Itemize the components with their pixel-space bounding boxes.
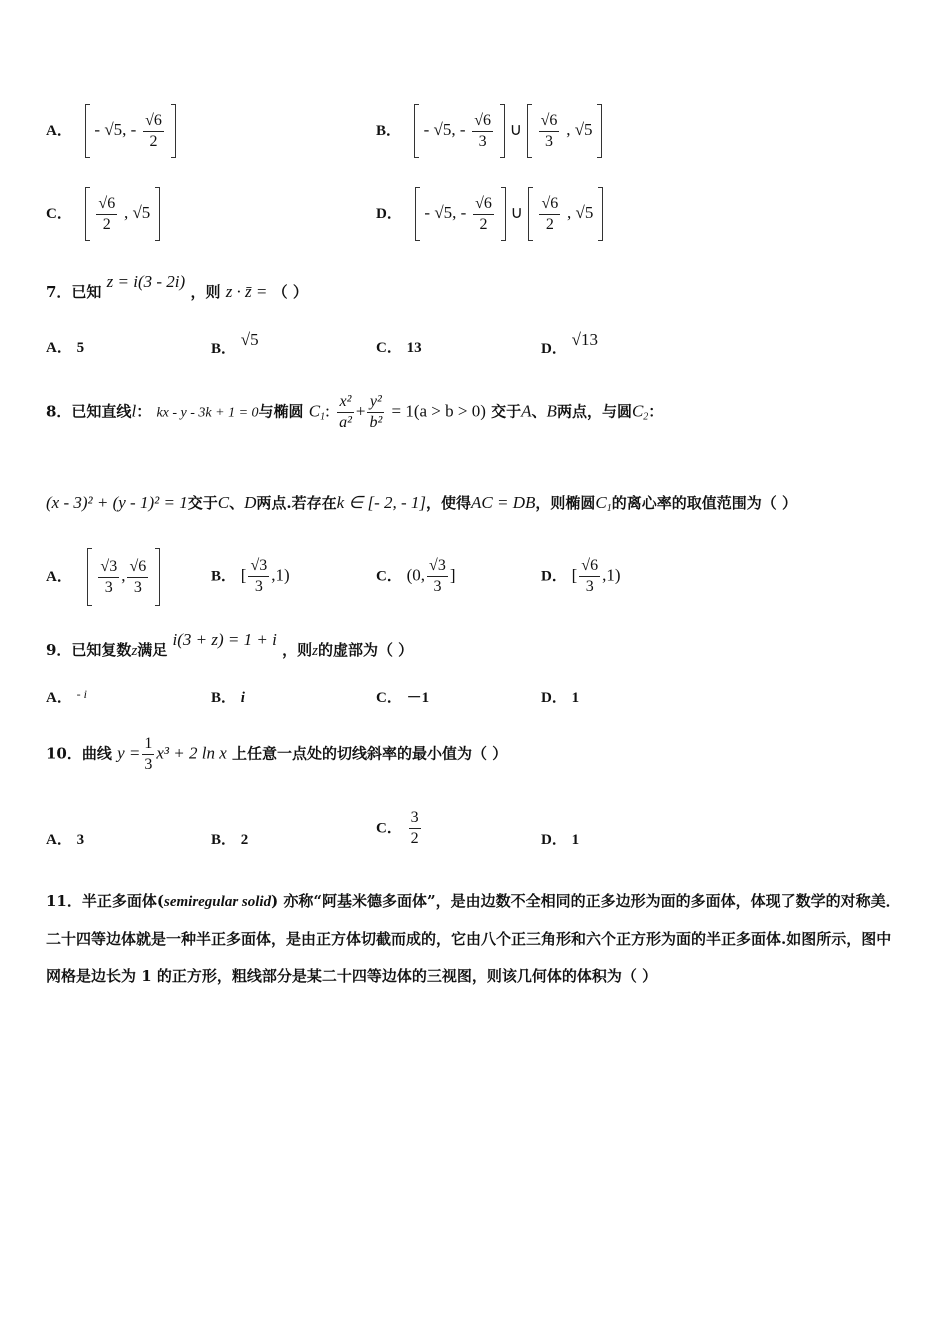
union-symbol: ∪ <box>510 203 523 222</box>
q7-option-b[interactable]: B． √5 <box>211 330 259 357</box>
union-symbol: ∪ <box>509 120 523 139</box>
q8-option-c[interactable]: C． (0, $\frac{√3}{3}$ ] <box>376 557 456 595</box>
equation: z · z̄ = <box>225 282 268 301</box>
fraction: $\frac{√6}{3}$ <box>474 111 492 150</box>
fraction: $\frac{3}{2}$ <box>410 809 419 847</box>
fraction: $\frac{√6}{3}$ <box>581 557 599 595</box>
q6-option-c[interactable]: C． $\frac{√6}{2}$ , √5 <box>46 187 160 241</box>
q8-option-a[interactable]: A． $\frac{√3}{3}$ , $\frac{√6}{3}$ <box>46 548 160 606</box>
q6-option-a[interactable]: A． - √5, - $\frac{√6}{2}$ <box>46 104 176 158</box>
q6-option-b[interactable]: B． - √5, - $\frac{√6}{3}$ ∪ $\frac{√6}{3}$ , √5 <box>376 104 602 158</box>
q7-option-a[interactable]: A． 5 <box>46 340 85 356</box>
fraction: $\frac{√6}{3}$ <box>129 557 147 596</box>
fraction: $\frac{√3}{3}$ <box>250 557 268 595</box>
q10-stem: 10．曲线 y = $\frac{1}{3}$ x³ + 2 ln x 上任意一点处的切线斜率的最小值为（ ） <box>46 735 508 773</box>
q8-stem-line-2: (x - 3)² + (y - 1)² = 1交于C、D两点.若存在k ∈ [- 2, - 1]，使得AC = DB，则椭圆$C_1$的离心率的取值范围为（ ） <box>46 493 797 514</box>
fraction: $\frac{1}{3}$ <box>144 735 153 773</box>
fraction: $\frac{√6}{2}$ <box>541 194 559 233</box>
q9-option-b[interactable]: B． i <box>211 690 245 706</box>
q7-option-c[interactable]: C． 13 <box>376 340 422 356</box>
q9-option-d[interactable]: D． 1 <box>541 690 580 706</box>
q7-option-d[interactable]: D． √13 <box>541 330 598 357</box>
equation: z = i(3 - 2i) <box>106 272 186 291</box>
fraction: $\frac{√6}{2}$ <box>98 194 116 233</box>
fraction: $\frac{√3}{3}$ <box>100 557 118 596</box>
option-label: D． <box>376 206 402 222</box>
line-equation: kx - y - 3k + 1 = 0 <box>156 405 259 421</box>
equation: i(3 + z) = 1 + i <box>172 630 277 649</box>
fraction: $\frac{√6}{2}$ <box>475 194 492 233</box>
q6-option-d[interactable]: D． - √5, - $\frac{√6}{2}$ ∪ $\frac{√6}{2}$ , √5 <box>376 187 603 241</box>
option-label: B． <box>376 123 402 139</box>
fraction: $\frac{\text{x²}}{\text{a²}}$ <box>339 393 352 431</box>
q8-option-b[interactable]: B． [ $\frac{√3}{3}$ ,1) <box>211 557 290 595</box>
fraction: $\frac{√6}{3}$ <box>540 111 558 150</box>
fraction: $\frac{√3}{3}$ <box>429 557 446 595</box>
q10-option-c[interactable]: C． $\frac{3}{2}$ <box>376 809 419 847</box>
option-label: A． <box>46 123 72 139</box>
q9-stem: 9．已知复数z满足 i(3 + z) = 1 + i ，则z的虚部为（ ） <box>46 630 414 659</box>
q10-option-b[interactable]: B． 2 <box>211 832 249 848</box>
q10-option-d[interactable]: D． 1 <box>541 832 580 848</box>
q9-option-c[interactable]: C． －1 <box>376 690 430 706</box>
fraction: $\frac{√6}{2}$ <box>145 111 162 150</box>
q8-option-d[interactable]: D． [ $\frac{√6}{3}$ ,1) <box>541 557 621 595</box>
q9-option-a[interactable]: A． $^{- i}$ <box>46 687 87 706</box>
q7-stem: 7．已知 z = i(3 - 2i) ，则 z · z̄ = （ ） <box>46 272 308 301</box>
circle-equation: (x - 3)² + (y - 1)² = 1 <box>46 493 188 512</box>
q8-stem-line-1: 8．已知直线l： kx - y - 3k + 1 = 0与椭圆 $C_1$: $\frac{\text{x²}}{\text{a²}}$ + $\frac{\text{y²}}{\text{b²}}$ = 1(a > b > 0) 交于A、B两点，与圆$C_2$： <box>46 393 664 431</box>
fraction: $\frac{\text{y²}}{\text{b²}}$ <box>369 393 383 431</box>
option-label: C． <box>46 206 72 222</box>
q11-stem: 11．半正多面体(semiregular solid) 亦称“阿基米德多面体”，是由边数不全相同的正多边形为面的多面体，体现了数学的对称美．二十四等边体就是一种半正多面体，是由正方体切截而成的，它由八个正三角形和六个正方形为面的半正多面体.如图所示，图中网格是边长为 1 的正方形，粗线部分是某二十四等边体的三视图，则该几何体的体积为（ ） <box>46 892 901 985</box>
q10-option-a[interactable]: A． 3 <box>46 832 85 848</box>
